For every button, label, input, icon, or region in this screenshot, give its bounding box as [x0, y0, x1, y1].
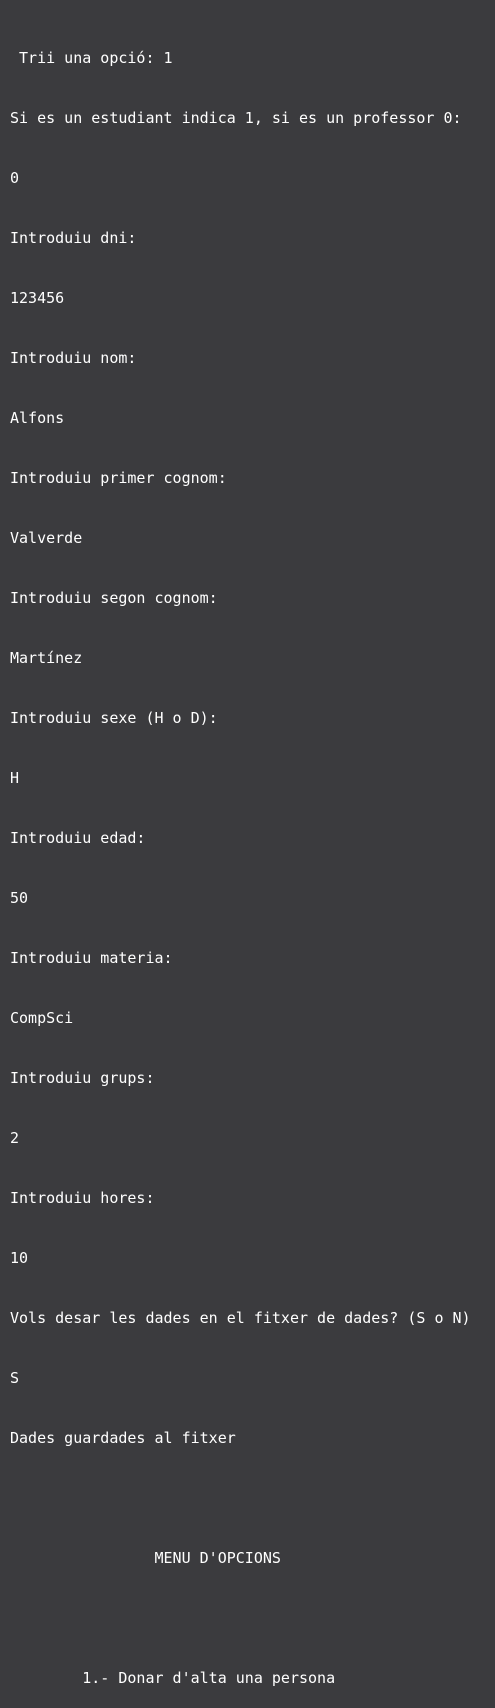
console-line-menu-title: MENU D'OPCIONS — [10, 1549, 281, 1567]
console-line-sex-prompt: Introduiu sexe (H o D): — [10, 709, 218, 727]
console-line-groups-answer: 2 — [10, 1129, 20, 1147]
console-line-first-surname-prompt: Introduiu primer cognom: — [10, 469, 227, 487]
console-line-name-answer: Alfons — [10, 409, 65, 427]
console-line-name-prompt: Introduiu nom: — [10, 349, 137, 367]
console-line-groups-prompt: Introduiu grups: — [10, 1069, 155, 1087]
console-line-age-answer: 50 — [10, 889, 29, 907]
console-line-save-question: Vols desar les dades en el fitxer de dades? (S o N) — [10, 1309, 471, 1327]
console-line-subject-prompt: Introduiu materia: — [10, 949, 173, 967]
console-line-sex-answer: H — [10, 769, 20, 787]
console-line-blank — [10, 1488, 495, 1508]
console-line-save-answer: S — [10, 1369, 20, 1387]
console-line-saved-message: Dades guardades al fitxer — [10, 1429, 236, 1447]
console-line-hours-answer: 10 — [10, 1249, 29, 1267]
console-line-dni-prompt: Introduiu dni: — [10, 229, 137, 247]
console-line-subject-answer: CompSci — [10, 1009, 74, 1027]
console-line-age-prompt: Introduiu edad: — [10, 829, 146, 847]
console-line-hours-prompt: Introduiu hores: — [10, 1189, 155, 1207]
console-line-second-surname-answer: Martínez — [10, 649, 83, 667]
console-line-role-answer: 0 — [10, 169, 20, 187]
console-line-role-question: Si es un estudiant indica 1, si es un professor 0: — [10, 109, 462, 127]
console-line-menu-prompt: Trii una opció: 1 — [10, 49, 173, 67]
console-line-blank — [10, 1608, 495, 1628]
console-line-dni-answer: 123456 — [10, 289, 65, 307]
console-line-second-surname-prompt: Introduiu segon cognom: — [10, 589, 218, 607]
console-line-first-surname-answer: Valverde — [10, 529, 83, 547]
console-line-menu-option-1: 1.- Donar d'alta una persona — [10, 1669, 336, 1687]
